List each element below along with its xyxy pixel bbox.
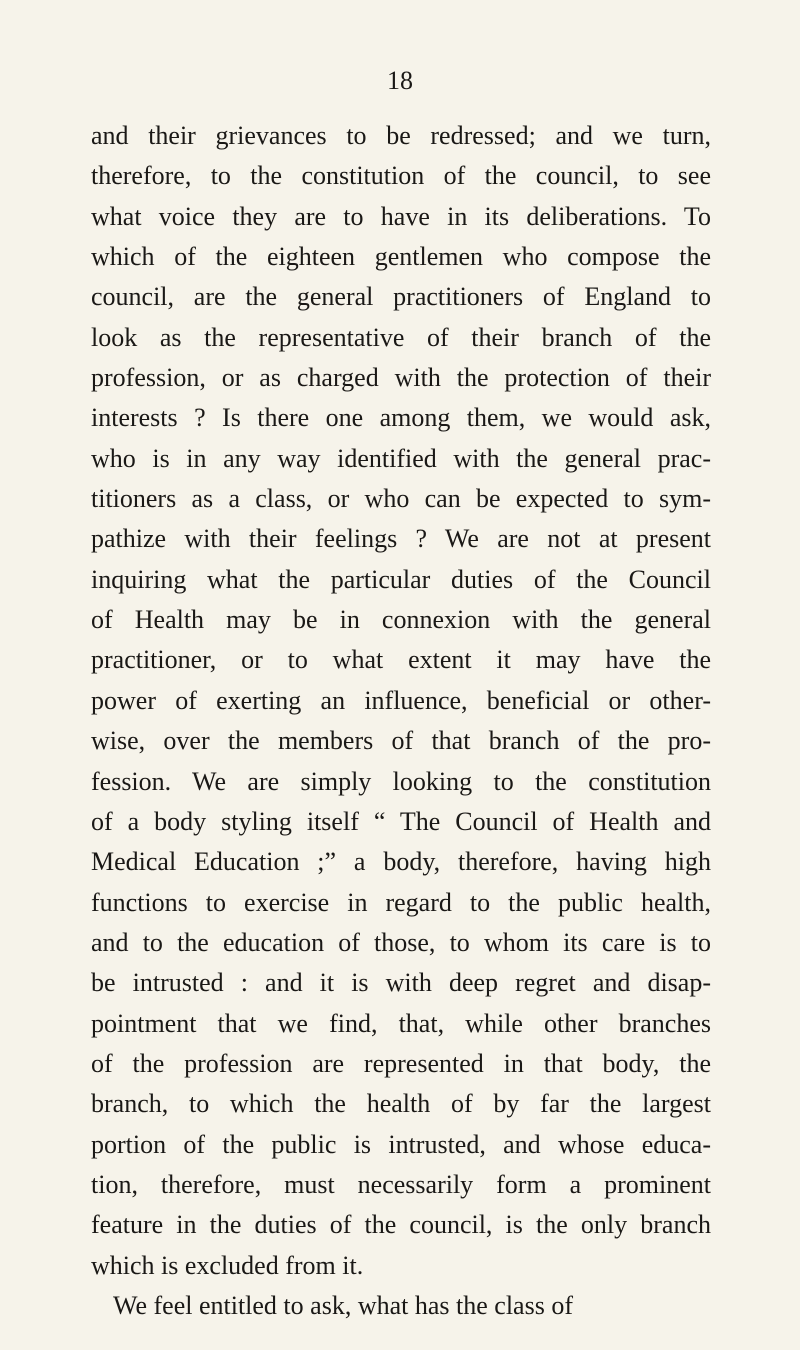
text-line: of Health may be in connexion with the general [91,605,711,635]
text-line: wise, over the members of that branch of the pro- [91,726,711,756]
text-line: branch, to which the health of by far the largest [91,1089,711,1119]
text-line: who is in any way identified with the general prac- [91,443,711,473]
text-line: council, are the general practitioners of England to [91,282,711,312]
text-line: profession, or as charged with the protection of their [91,363,711,393]
text-line: practitioner, or to what extent it may have the [91,645,711,675]
text-line: therefore, to the constitution of the council, to see [91,161,711,191]
text-line: be intrusted : and it is with deep regret and disap- [91,968,711,998]
text-line: power of exerting an influence, beneficial or other- [91,685,711,715]
text-line: interests ? Is there one among them, we would ask, [91,403,711,433]
text-line: functions to exercise in regard to the public health, [91,887,711,917]
text-line: pointment that we find, that, while other branches [91,1008,711,1038]
text-line: look as the representative of their branch of the [91,322,711,352]
text-line: fession. We are simply looking to the constitution [91,766,711,796]
text-line: feature in the duties of the council, is the only branch [91,1210,711,1240]
text-line: inquiring what the particular duties of the Council [91,564,711,594]
text-line: of a body styling itself “ The Council of Health and [91,806,711,836]
text-line: and to the education of those, to whom its care is to [91,927,711,957]
text-line: We feel entitled to ask, what has the class of [113,1290,573,1320]
text-line: tion, therefore, must necessarily form a prominent [91,1169,711,1199]
text-line: portion of the public is intrusted, and whose educa- [91,1129,711,1159]
page-number: 18 [387,66,413,95]
text-line: which is excluded from it. [91,1250,364,1280]
text-line: what voice they are to have in its deliberations. To [91,201,711,231]
text-line: Medical Education ;” a body, therefore, having high [91,847,711,877]
body-text [91,116,711,1326]
text-line: pathize with their feelings ? We are not at present [91,524,711,554]
text-line: which of the eighteen gentlemen who compose the [91,242,711,272]
text-line: and their grievances to be redressed; and we turn, [91,121,711,150]
text-line: of the profession are represented in that body, the [91,1048,711,1078]
text-line: titioners as a class, or who can be expected to sym- [91,484,711,514]
